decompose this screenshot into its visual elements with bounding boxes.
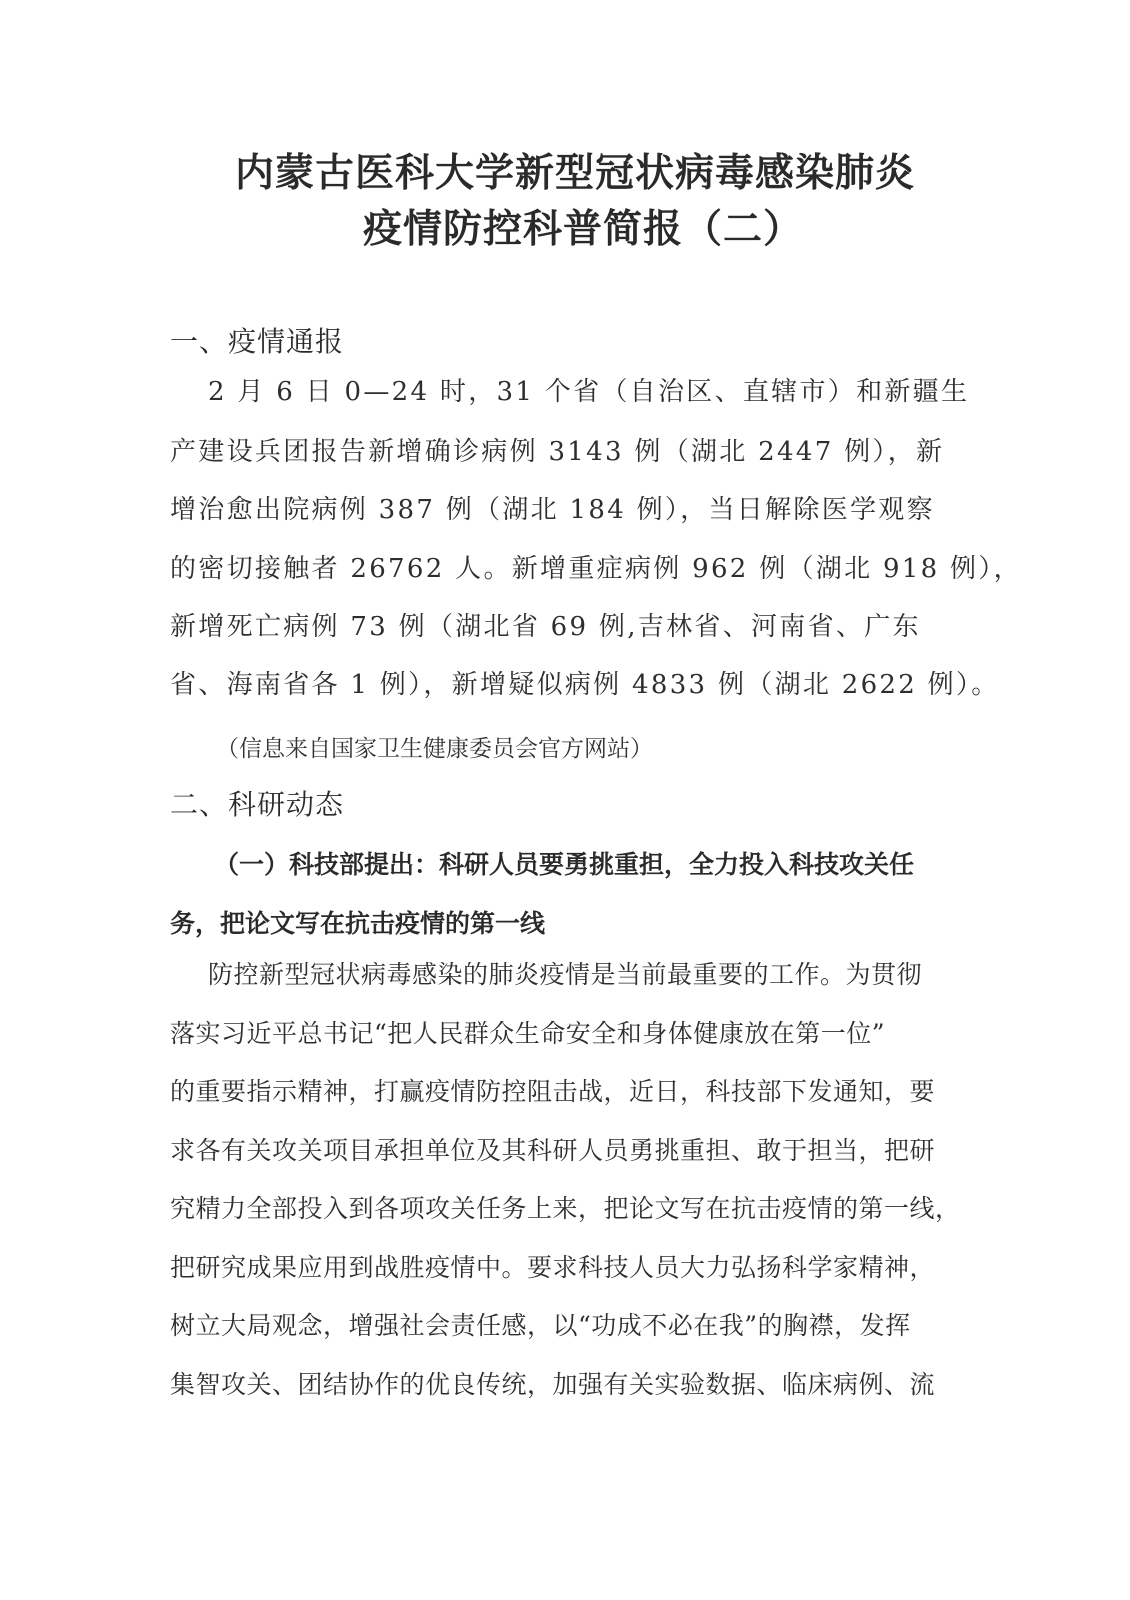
- paragraph-line: 的密切接触者 26762 人。新增重症病例 962 例（湖北 918 例），: [170, 554, 1022, 584]
- document-title-line-1: 内蒙古医科大学新型冠状病毒感染肺炎: [234, 151, 915, 196]
- section-2-heading: 二、科研动态: [170, 788, 345, 821]
- paragraph-line: 防控新型冠状病毒感染的肺炎疫情是当前最重要的工作。为贯彻: [208, 960, 923, 989]
- paragraph-line: 增治愈出院病例 387 例（湖北 184 例），当日解除医学观察: [170, 495, 935, 525]
- paragraph-line: 树立大局观念，增强社会责任感，以“功成不必在我”的胸襟，发挥: [170, 1311, 911, 1340]
- subheading-line-2: 务，把论文写在抗击疫情的第一线: [170, 909, 546, 938]
- paragraph-line: 2 月 6 日 0—24 时，31 个省（自治区、直辖市）和新疆生: [208, 377, 970, 407]
- paragraph-line: 求各有关攻关项目承担单位及其科研人员勇挑重担、敢于担当，把研: [170, 1136, 936, 1165]
- source-note: （信息来自国家卫生健康委员会官方网站）: [216, 736, 653, 762]
- paragraph-line: 落实习近平总书记“把人民群众生命安全和身体健康放在第一位”: [170, 1019, 886, 1048]
- paragraph-line: 省、海南省各 1 例），新增疑似病例 4833 例（湖北 2622 例）。: [170, 670, 1000, 700]
- paragraph-line: 集智攻关、团结协作的优良传统，加强有关实验数据、临床病例、流: [170, 1370, 936, 1399]
- paragraph-line: 新增死亡病例 73 例（湖北省 69 例,吉林省、河南省、广东: [170, 612, 921, 642]
- section-1-heading: 一、疫情通报: [170, 325, 345, 358]
- paragraph-line: 的重要指示精神，打赢疫情防控阻击战，近日，科技部下发通知，要: [170, 1077, 936, 1106]
- subheading-line-1: （一）科技部提出：科研人员要勇挑重担，全力投入科技攻关任: [214, 850, 915, 879]
- paragraph-line: 产建设兵团报告新增确诊病例 3143 例（湖北 2447 例），新: [170, 437, 945, 467]
- document-title-line-2: 疫情防控科普简报（二）: [362, 207, 803, 252]
- paragraph-line: 究精力全部投入到各项攻关任务上来，把论文写在抗击疫情的第一线，: [170, 1194, 961, 1223]
- paragraph-line: 把研究成果应用到战胜疫情中。要求科技人员大力弘扬科学家精神，: [170, 1253, 936, 1282]
